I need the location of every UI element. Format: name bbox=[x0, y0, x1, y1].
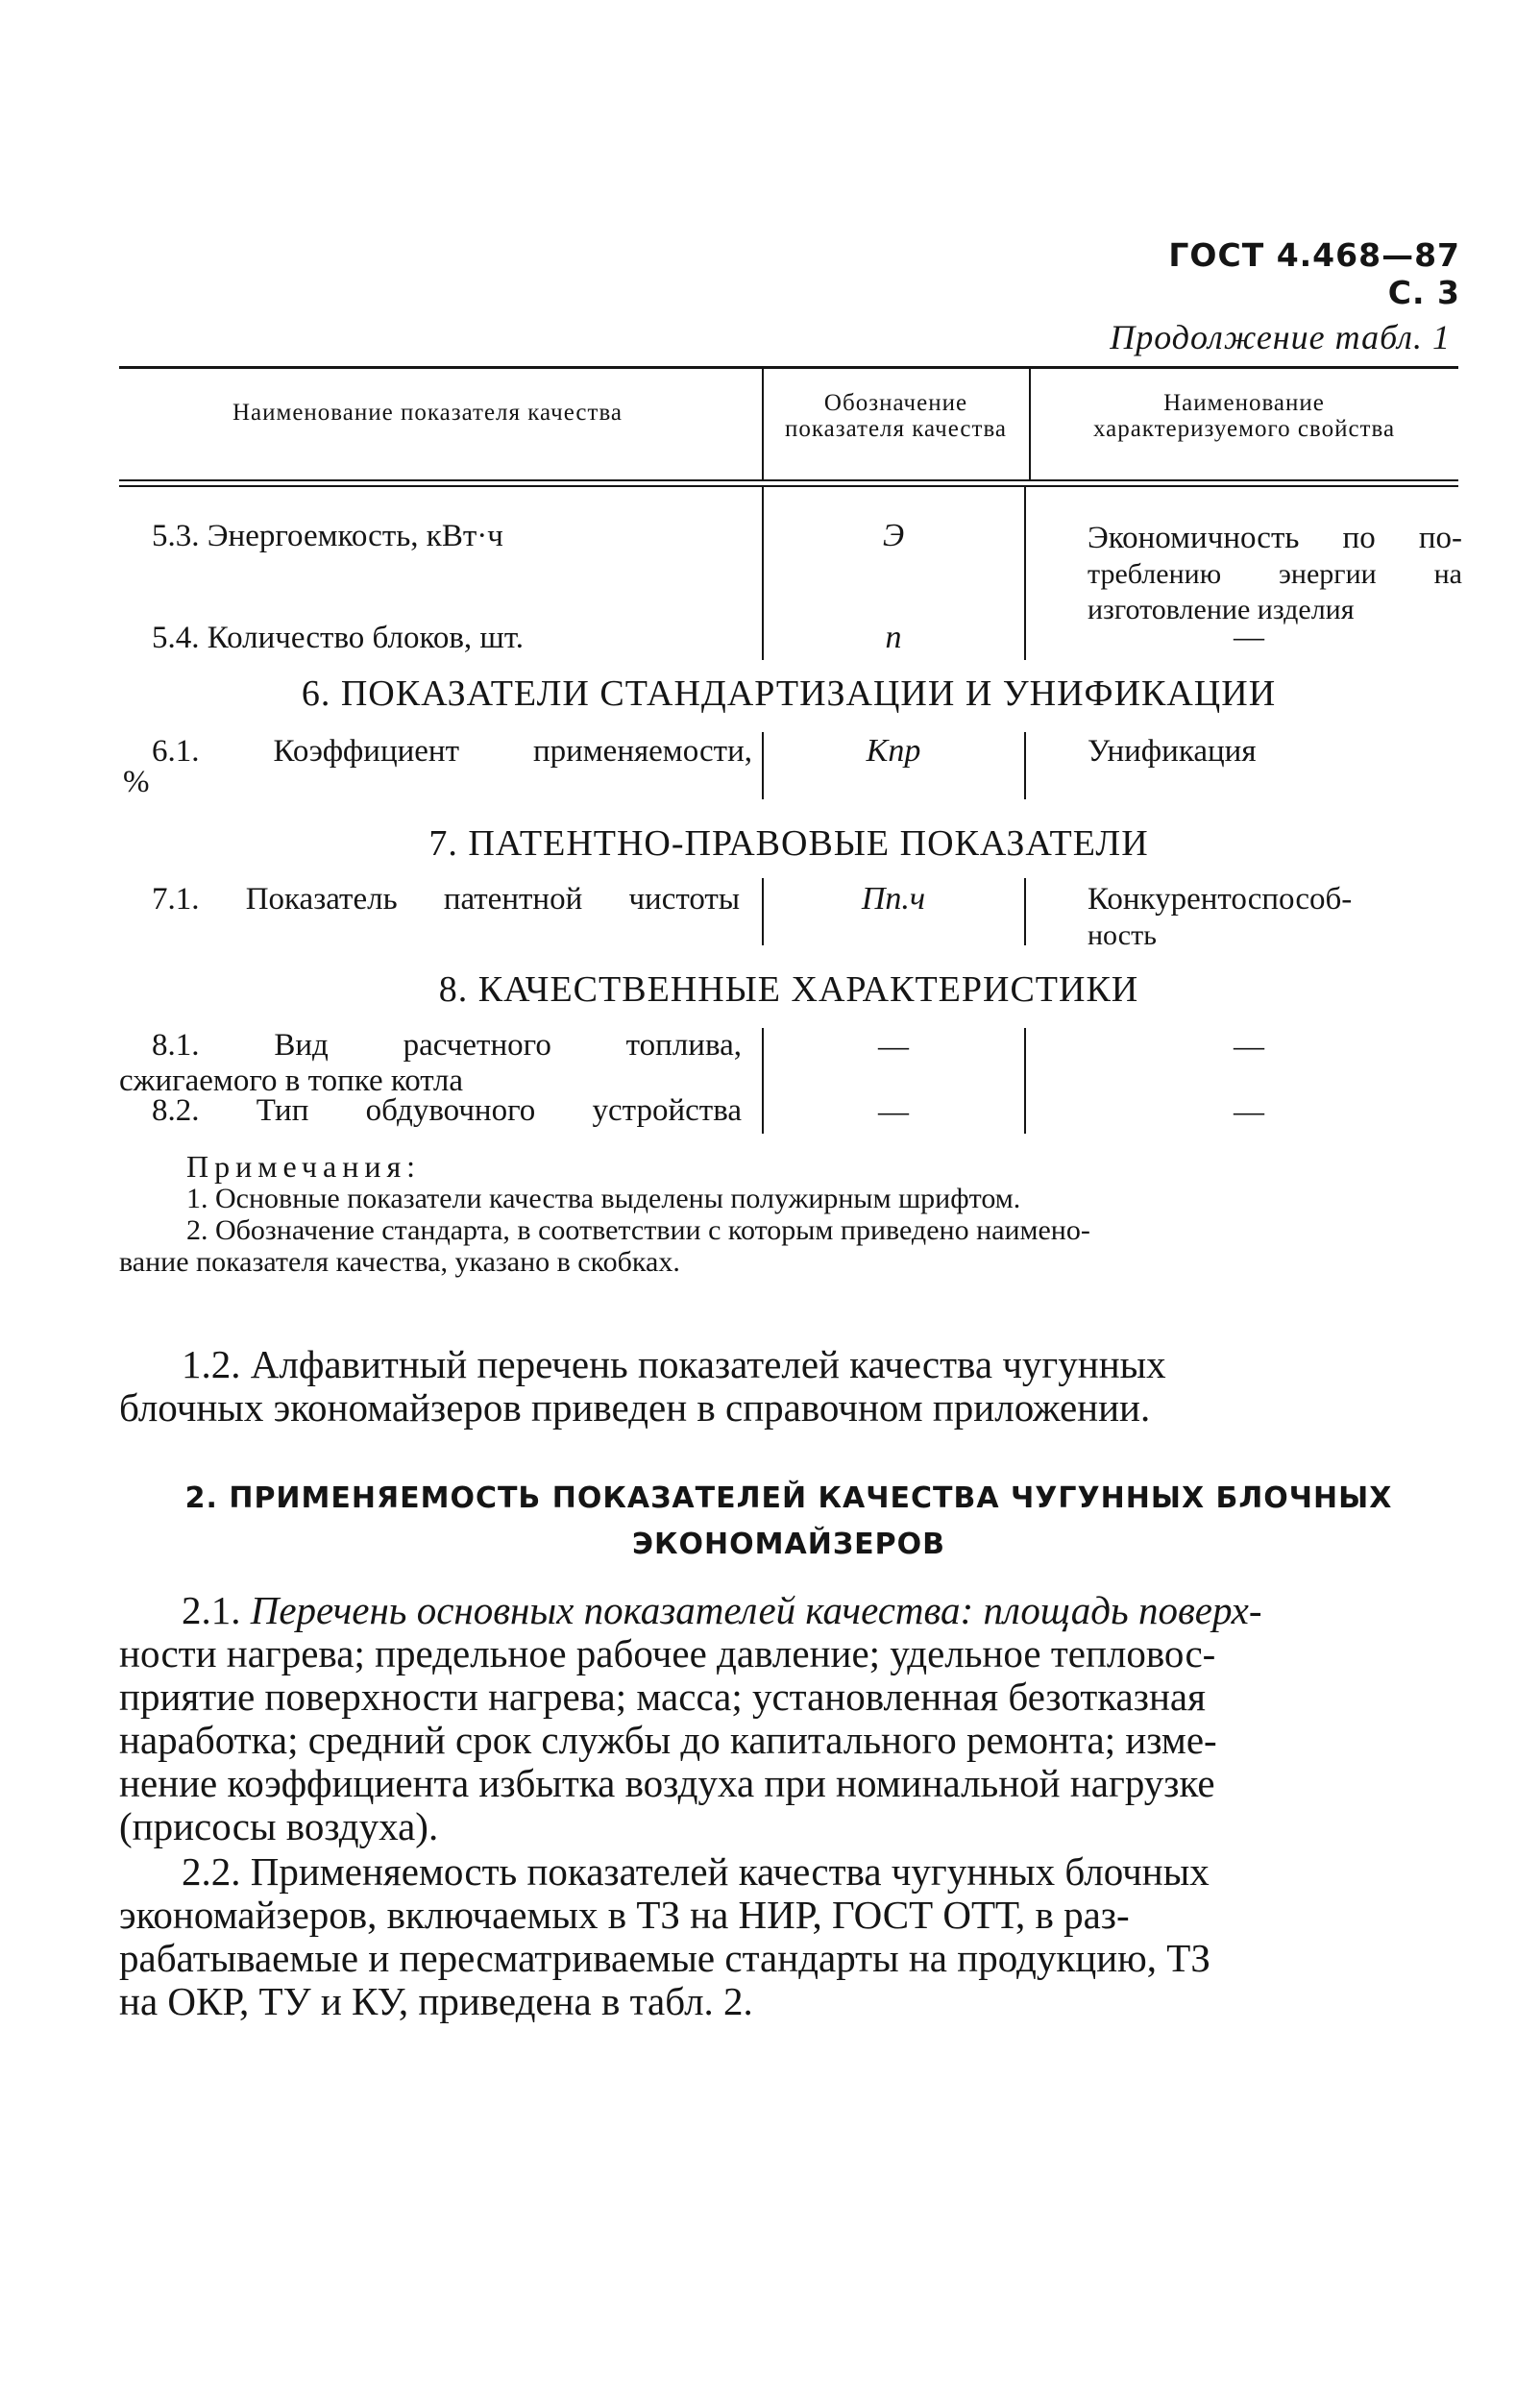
paragraph-1-2-line-2: блочных экономайзеров приведен в справочном приложении. bbox=[119, 1385, 1151, 1430]
paragraph-2-1 bbox=[119, 1589, 1458, 1848]
section-8-heading: 8. КАЧЕСТВЕННЫЕ ХАРАКТЕРИСТИКИ bbox=[438, 969, 1139, 1010]
row-8-1-symbol: — bbox=[878, 1028, 909, 1063]
row-6-1-percent: % bbox=[123, 765, 150, 799]
table-header-rule bbox=[119, 479, 1458, 481]
row-8-2-property: — bbox=[1234, 1093, 1264, 1128]
paragraph-2-1-line-3: приятие поверхности нагрева; масса; установленная безотказная bbox=[119, 1675, 1206, 1719]
paragraph-2-2-line-1: 2.2. Применяемость показателей качества чугунных блочных bbox=[182, 1849, 1210, 1894]
paragraph-2-1-line-6: (присосы воздуха). bbox=[119, 1804, 439, 1848]
note-2-continued: вание показателя качества, указано в скобках. bbox=[119, 1246, 680, 1278]
paragraph-2-1-line-5: нение коэффициента избытка воздуха при номинальной нагрузке bbox=[119, 1761, 1215, 1805]
header-quality-index-name: Наименование показателя качества bbox=[232, 400, 623, 426]
row-6-1-symbol: Kпр bbox=[866, 733, 921, 769]
paragraph-2-2-line-4: на ОКР, ТУ и КУ, приведена в табл. 2. bbox=[119, 1979, 753, 2023]
body-divider-2d bbox=[1024, 1028, 1026, 1134]
note-1: 1. Основные показатели качества выделены полужирным шрифтом. bbox=[186, 1183, 1021, 1214]
table-notes bbox=[119, 1151, 1458, 1278]
row-5-3-name: 5.3. Энергоемкость, кВт·ч bbox=[152, 519, 503, 553]
row-8-1-name: 8.1. Вид расчетного топлива, сжигаемого в топке котла bbox=[119, 1028, 742, 1098]
table-header-rule-2 bbox=[119, 485, 1458, 487]
paragraph-2-2 bbox=[119, 1850, 1458, 2023]
section-6-heading: 6. ПОКАЗАТЕЛИ СТАНДАРТИЗАЦИИ И УНИФИКАЦИИ bbox=[301, 673, 1277, 714]
row-5-4-property: — bbox=[1234, 619, 1264, 653]
header-divider-2 bbox=[1029, 369, 1031, 479]
header-index-designation: Обозначение показателя качества bbox=[784, 390, 1008, 442]
row-8-2-name: 8.2. Тип обдувочного устройства bbox=[152, 1093, 742, 1128]
section-7-heading: 7. ПАТЕНТНО-ПРАВОВЫЕ ПОКАЗАТЕЛИ bbox=[428, 823, 1149, 864]
row-5-3-symbol: Э bbox=[882, 518, 905, 553]
row-5-4-symbol: n bbox=[885, 620, 902, 655]
body-divider-1d bbox=[762, 1028, 764, 1134]
row-7-1-name: 7.1. Показатель патентной чистоты bbox=[152, 882, 740, 917]
paragraph-2-2-line-3: рабатываемые и пересматриваемые стандарты на продукцию, ТЗ bbox=[119, 1936, 1210, 1980]
body-divider-2c bbox=[1024, 878, 1026, 945]
row-6-1-name: 6.1. Коэффициент применяемости, bbox=[152, 734, 752, 769]
paragraph-2-1-line-4: наработка; средний срок службы до капитального ремонта; изме- bbox=[119, 1718, 1217, 1762]
row-8-2-symbol: — bbox=[878, 1093, 909, 1128]
row-5-4-name: 5.4. Количество блоков, шт. bbox=[152, 621, 525, 655]
paragraph-1-2 bbox=[119, 1343, 1458, 1430]
row-7-1-property: Конкурентоспособ- ность bbox=[1088, 882, 1353, 951]
running-head: ГОСТ 4.468—87 С. 3 bbox=[1168, 236, 1460, 311]
paragraph-1-2-line-1: 1.2. Алфавитный перечень показателей качества чугунных bbox=[182, 1342, 1166, 1386]
body-divider-2a bbox=[1024, 487, 1026, 660]
table-caption: Продолжение табл. 1 bbox=[1110, 318, 1451, 356]
body-divider-2b bbox=[1024, 732, 1026, 799]
row-8-1-property: — bbox=[1234, 1028, 1264, 1063]
section-2-heading: 2. ПРИМЕНЯЕМОСТЬ ПОКАЗАТЕЛЕЙ КАЧЕСТВА ЧУГУННЫХ БЛОЧНЫХ ЭКОНОМАЙЗЕРОВ bbox=[184, 1481, 1393, 1561]
row-5-3-property: Экономичность по по- треблению энергии на изготовление изделия bbox=[1088, 521, 1462, 625]
body-divider-1c bbox=[762, 878, 764, 945]
row-7-1-symbol: Пп.ч bbox=[861, 881, 926, 917]
paragraph-2-1-line-2: ности нагрева; предельное рабочее давление; удельное тепловос- bbox=[119, 1631, 1216, 1675]
table-top-rule bbox=[119, 366, 1458, 369]
note-2: 2. Обозначение стандарта, в соответствии с которым приведено наимено- bbox=[186, 1214, 1090, 1246]
row-6-1-property: Унификация bbox=[1088, 734, 1257, 769]
body-divider-1b bbox=[762, 732, 764, 799]
notes-title: Примечания: bbox=[186, 1149, 422, 1184]
paragraph-2-2-line-2: экономайзеров, включаемых в ТЗ на НИР, ГОСТ ОТТ, в раз- bbox=[119, 1893, 1130, 1937]
header-property-name: Наименование характеризуемого свойства bbox=[1092, 390, 1396, 442]
body-divider-1a bbox=[762, 487, 764, 660]
header-divider-1 bbox=[762, 369, 764, 479]
paragraph-2-1-line-1: 2.1. Перечень основных показателей качества: площадь поверх- bbox=[182, 1588, 1262, 1632]
